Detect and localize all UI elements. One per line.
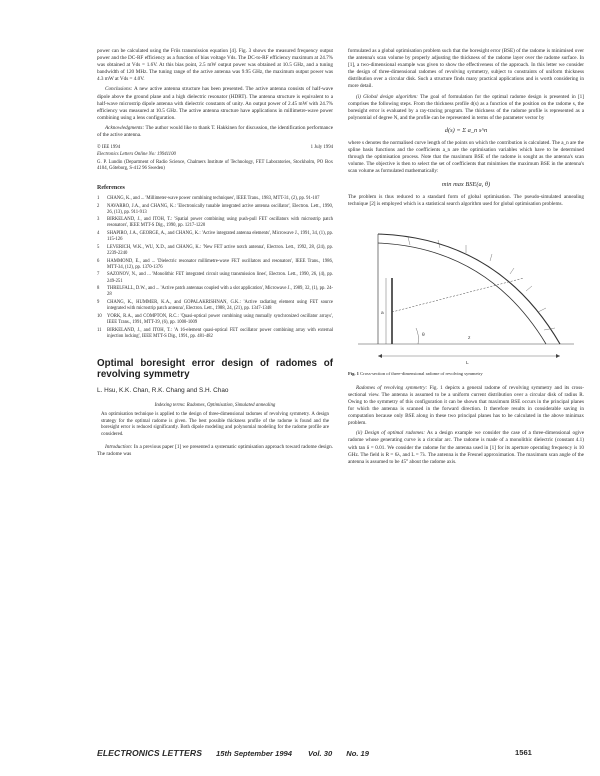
- reference-text: CHANG, K., and ... 'Millimeter-wave power combining techniques', IEEE Trans., 1983, MTT-31, (2), pp. 91-107: [107, 195, 320, 201]
- reference-number: 1: [97, 195, 100, 201]
- reference-item: [97, 217, 333, 229]
- design-algorithm-paragraph: [348, 94, 584, 122]
- article-authors: L. Hsu, K.K. Chan, R.K. Chang and S.H. Chao: [97, 386, 229, 394]
- design-algorithm-text: The goal of formulation for the optimal radome design is presented in [1] comprises the following steps. From the thickness profile d(s) as a function of the position on the radome s, the boresight error is evaluated by a ray-tracing program. The thickness of the radome profile is represented as a polynomial of degree N, and the profile can be represented in terms of the parameter vector by: [348, 93, 585, 121]
- figure-1-caption-label: Fig. 1: [348, 370, 359, 376]
- received-date: 1 July 1994: [310, 145, 333, 151]
- acknowledgments-label: Acknowledgments:: [105, 124, 145, 131]
- reference-item: [97, 314, 333, 326]
- reference-item: [97, 231, 333, 243]
- radome-inner-wall: [378, 243, 546, 344]
- reference-number: 10: [97, 313, 102, 319]
- reference-text: YORK, R.A., and COMPTON, R.C.: 'Quasi-optical power combining using mutually synchronized oscillator arrays', IEEE Trans., 1991, MTT-39, (6), pp. 1000-1009: [107, 313, 333, 325]
- reference-item: [97, 272, 333, 284]
- reference-text: LEVERICH, W.K., WU, X.D., and CHANG, K.: 'New FET active notch antenna', Electron. Lett., 1992, 28, (24), pp. 2239-2240: [107, 244, 333, 256]
- acknowledgments-text: The author would like to thank T. Hakkinen for discussion, the identification performance of the active antenna.: [97, 124, 333, 139]
- figure-1-caption-text: Cross-section of three-dimensional radome of revolving symmetry: [360, 370, 483, 376]
- footer-journal-name: ELECTRONICS LETTERS: [97, 748, 203, 758]
- scan-angle-arc: [416, 328, 418, 344]
- conclusions-label: Conclusions:: [105, 86, 133, 93]
- reference-text: NAVARRO, J.A., and CHANG, K.: 'Electronically tunable integrated active antenna oscillator', Electron. Lett., 1990, 26, (13), pp. 911-913: [107, 203, 333, 215]
- article-title: Optimal boresight error design of radomes of revolving symmetry: [97, 357, 333, 381]
- page-footer: [97, 748, 597, 758]
- reference-item: [97, 245, 333, 257]
- reference-number: 4: [97, 231, 100, 237]
- reference-text: THRELFALL, D.W., and ... 'Active patch antennas coupled with a slot application', Microwave J., 1989, 32, (1), pp. 24-28: [107, 286, 333, 298]
- reference-text: HAMMOND, E., and ... 'Dielectric resonator millimetre-wave FET oscillators and resonators', IEEE Trans., 1986, MTT-34, (12), pp. 1370-1376: [107, 258, 333, 270]
- reference-item: [97, 286, 333, 298]
- reference-number: 7: [97, 272, 100, 278]
- optimal-radomes-label: (ii) Design of optimal radomes:: [356, 430, 426, 437]
- axis-glyph: z: [468, 335, 471, 341]
- reference-item: [97, 204, 333, 216]
- abstract: An optimisation technique is applied to the design of three-dimensional radomes of revolving symmetry. A design strategy for the optimal radome is given. The best possible thickness profile of the radome is found and the boresight error is reduced significantly. Both dipole modeling and polynomial modeling for the radome profile are considered.: [101, 411, 329, 437]
- footer-number: No. 19: [346, 749, 370, 758]
- author-affiliation: G. P. Lundin (Department of Radio Science, Chalmers Institute of Technology, FET Laboratories, Stockholm, PO Box 4104, Göteborg, S-412 96 Sweden): [97, 159, 333, 172]
- right-paragraph-1: formulated as a global optimisation problem such that the boresight error (BSE) of the radome is minimised over the antenna's scan volume by properly adjusting the thickness of the radome layer over the radome surface. In [1], a two-dimensional example was given to show the effectiveness of the approach. In this letter we consider the design of three-dimensional radomes of revolving symmetry, subject to constraints of uniform thickness distribution over a circular disk. Such a structure finds many practical applications and is worth considering in more detail.: [348, 48, 584, 90]
- radome-cross-section-svg: [348, 216, 584, 368]
- reference-number: 11: [97, 327, 102, 333]
- revolving-symmetry-paragraph: [348, 385, 584, 428]
- optimal-radomes-paragraph: [348, 430, 584, 465]
- conclusions-text: A new active antenna structure has been presented. The active antenna consists of half-wave dipole above the ground plane and a high dielectric resonator (HDRT). The antenna structure is equivalent to a half-wave microstrip dipole antenna with dielectric constants of unity. An output power of 2.45 mW with 24.7% efficiency was measured at 10.5 GHz. The active antenna structure have applications in millimetre-wave power combining using a lens configuration.: [97, 86, 333, 121]
- reference-text: CHANG, K., HUMMER, K.A., and GOPALAKRISHNAN, G.K.: 'Active radiating element using FET source integrated with microstrip patch antenna', Electron. Lett., 1988, 24, (21), pp. 1347-1348: [107, 300, 333, 312]
- reference-text: SHAPIRO, J.A., GEORGE, A., and CHANG, K.: 'Active integrated antenna elements', Microwave J., 1991, 34, (1), pp. 115-126: [107, 231, 333, 243]
- footer-volume: Vol. 30: [308, 749, 333, 758]
- reference-text: BIRKELAND, J., and ITOH, T.: 'Spatial power combining using push-pull FET oscillators with microstrip patch resonators', IEEE MTT-S Dig., 1990, pp. 1217-1220: [107, 217, 333, 229]
- reference-number: 5: [97, 244, 100, 250]
- footer-date: 15th September 1994: [216, 749, 293, 758]
- reference-number: 3: [97, 217, 100, 223]
- design-algorithm-label: (i) Global design algorithm:: [356, 93, 418, 100]
- intro-paragraph: power can be calculated using the Friis transmission equation [4]. Fig. 3 shows the measured frequency output power and the DC-RF efficiency as a function of bias voltage Vds. The DC-to-RF efficiency maximum at 24.7% was obtained at Vds = 1.6V. At this bias point, 2.5 mW output power was obtained at 10.5 GHz, and a tuning bandwidth of 120 MHz. The tuning range of the active antenna was 9.95 GHz, the maximum output power was 4.3 mW at Vds = 4.0V.: [97, 48, 333, 83]
- reference-number: 9: [97, 300, 100, 305]
- introduction-text: In a previous paper [1] we presented a systematic optimisation approach toward radome design. The radome was: [97, 444, 333, 458]
- index-terms: Indexing terms: Radomes, Optimisation, Simulated annealing: [154, 402, 276, 408]
- radome-outer-wall: [378, 234, 560, 344]
- acknowledgments-paragraph: [97, 125, 333, 139]
- figure-1-caption: [348, 371, 584, 377]
- reference-number: 6: [97, 258, 100, 264]
- references-heading: References: [97, 184, 125, 191]
- optimal-radomes-text: As a design example we consider the case of a three-dimensional ogive radome whose generating curve is a circular arc. The radome is made of a monolithic dielectric (constant 4.1) with tan δ = 0.01. We consider the radome for the antenna used in [1] for its aperture operating frequency is 10 GHz. The field is R = 6λ, and L = 7λ. The antenna is the Fresnel approximation. The maximum scan angle of the antenna is assumed to be 45° about the radome axis.: [348, 430, 585, 465]
- reference-item: [97, 196, 333, 202]
- references-list: [97, 196, 333, 340]
- copyright-notice: © IEE 1994: [97, 145, 121, 151]
- radius-glyph: a: [381, 310, 384, 316]
- reference-item: [97, 328, 333, 340]
- right-paragraph-3: The problem is thus reduced to a standard form of global optimisation. The pseudo-simulated annealing technique [2] is employed which is a statistical search algorithm used for global optimisation problems.: [348, 193, 584, 207]
- reference-number: 8: [97, 286, 100, 292]
- introduction-paragraph: [97, 444, 333, 458]
- figure-1-radome-diagram: [348, 216, 584, 368]
- right-column: [348, 48, 584, 469]
- reference-number: 2: [97, 203, 100, 209]
- equation-1: d(s) = Σ a_n s^n: [444, 126, 488, 134]
- footer-page-number: 1561: [515, 748, 532, 757]
- right-paragraph-2: where s denotes the normalised curve length of the points on which the contribution is calculated. The a_n are the spline basis functions and the coefficients a_n are the optimisation variables which have to be determined through the optimisation process. Note that the maximum BSE of the radome is sought as the antenna's scan volume. The objective is then to select the set of coefficients that minimises the maximum BSE in the antenna's scan volume as formulated mathematically:: [348, 140, 584, 175]
- conclusions-paragraph: [97, 86, 333, 121]
- left-column: [97, 48, 333, 462]
- introduction-label: Introduction:: [105, 444, 133, 451]
- length-glyph: L: [466, 360, 469, 366]
- equation-2: min max BSE(a, θ): [441, 180, 491, 188]
- revolving-symmetry-label: Radomes of revolving symmetry:: [356, 384, 428, 391]
- reference-item: [97, 300, 333, 312]
- reference-text: BIRKELAND, J., and ITOH, T.: 'A 16-element quasi-optical FET oscillator power combining array with external injection locking', IEEE MTT-S Dig., 1991, pp. 481-482: [107, 327, 333, 339]
- online-number: Electronics Letters Online No: 19941100: [97, 151, 176, 157]
- reference-item: [97, 259, 333, 271]
- angle-glyph: θ: [422, 332, 425, 338]
- scan-ray: [392, 278, 524, 312]
- revolving-symmetry-text: Fig. 1 depicts a general radome of revolving symmetry and its cross-sectional view. The antenna is assumed to be a uniform current distribution over a circular disk of radius R. Owing to the symmetry of this configuration it can be shown that maximum BSE occurs in the principal planes for which the antenna is scanned in the forward direction. It therefore results in considerable saving in computation because only BSE along in these two principal planes has to be calculated in the above minimax problem.: [348, 384, 584, 427]
- reference-text: SAZONOV, N., and ... 'Monolithic FET integrated circuit using transmission lines', Electron. Lett., 1990, 26, (4), pp. 249-251: [107, 272, 333, 284]
